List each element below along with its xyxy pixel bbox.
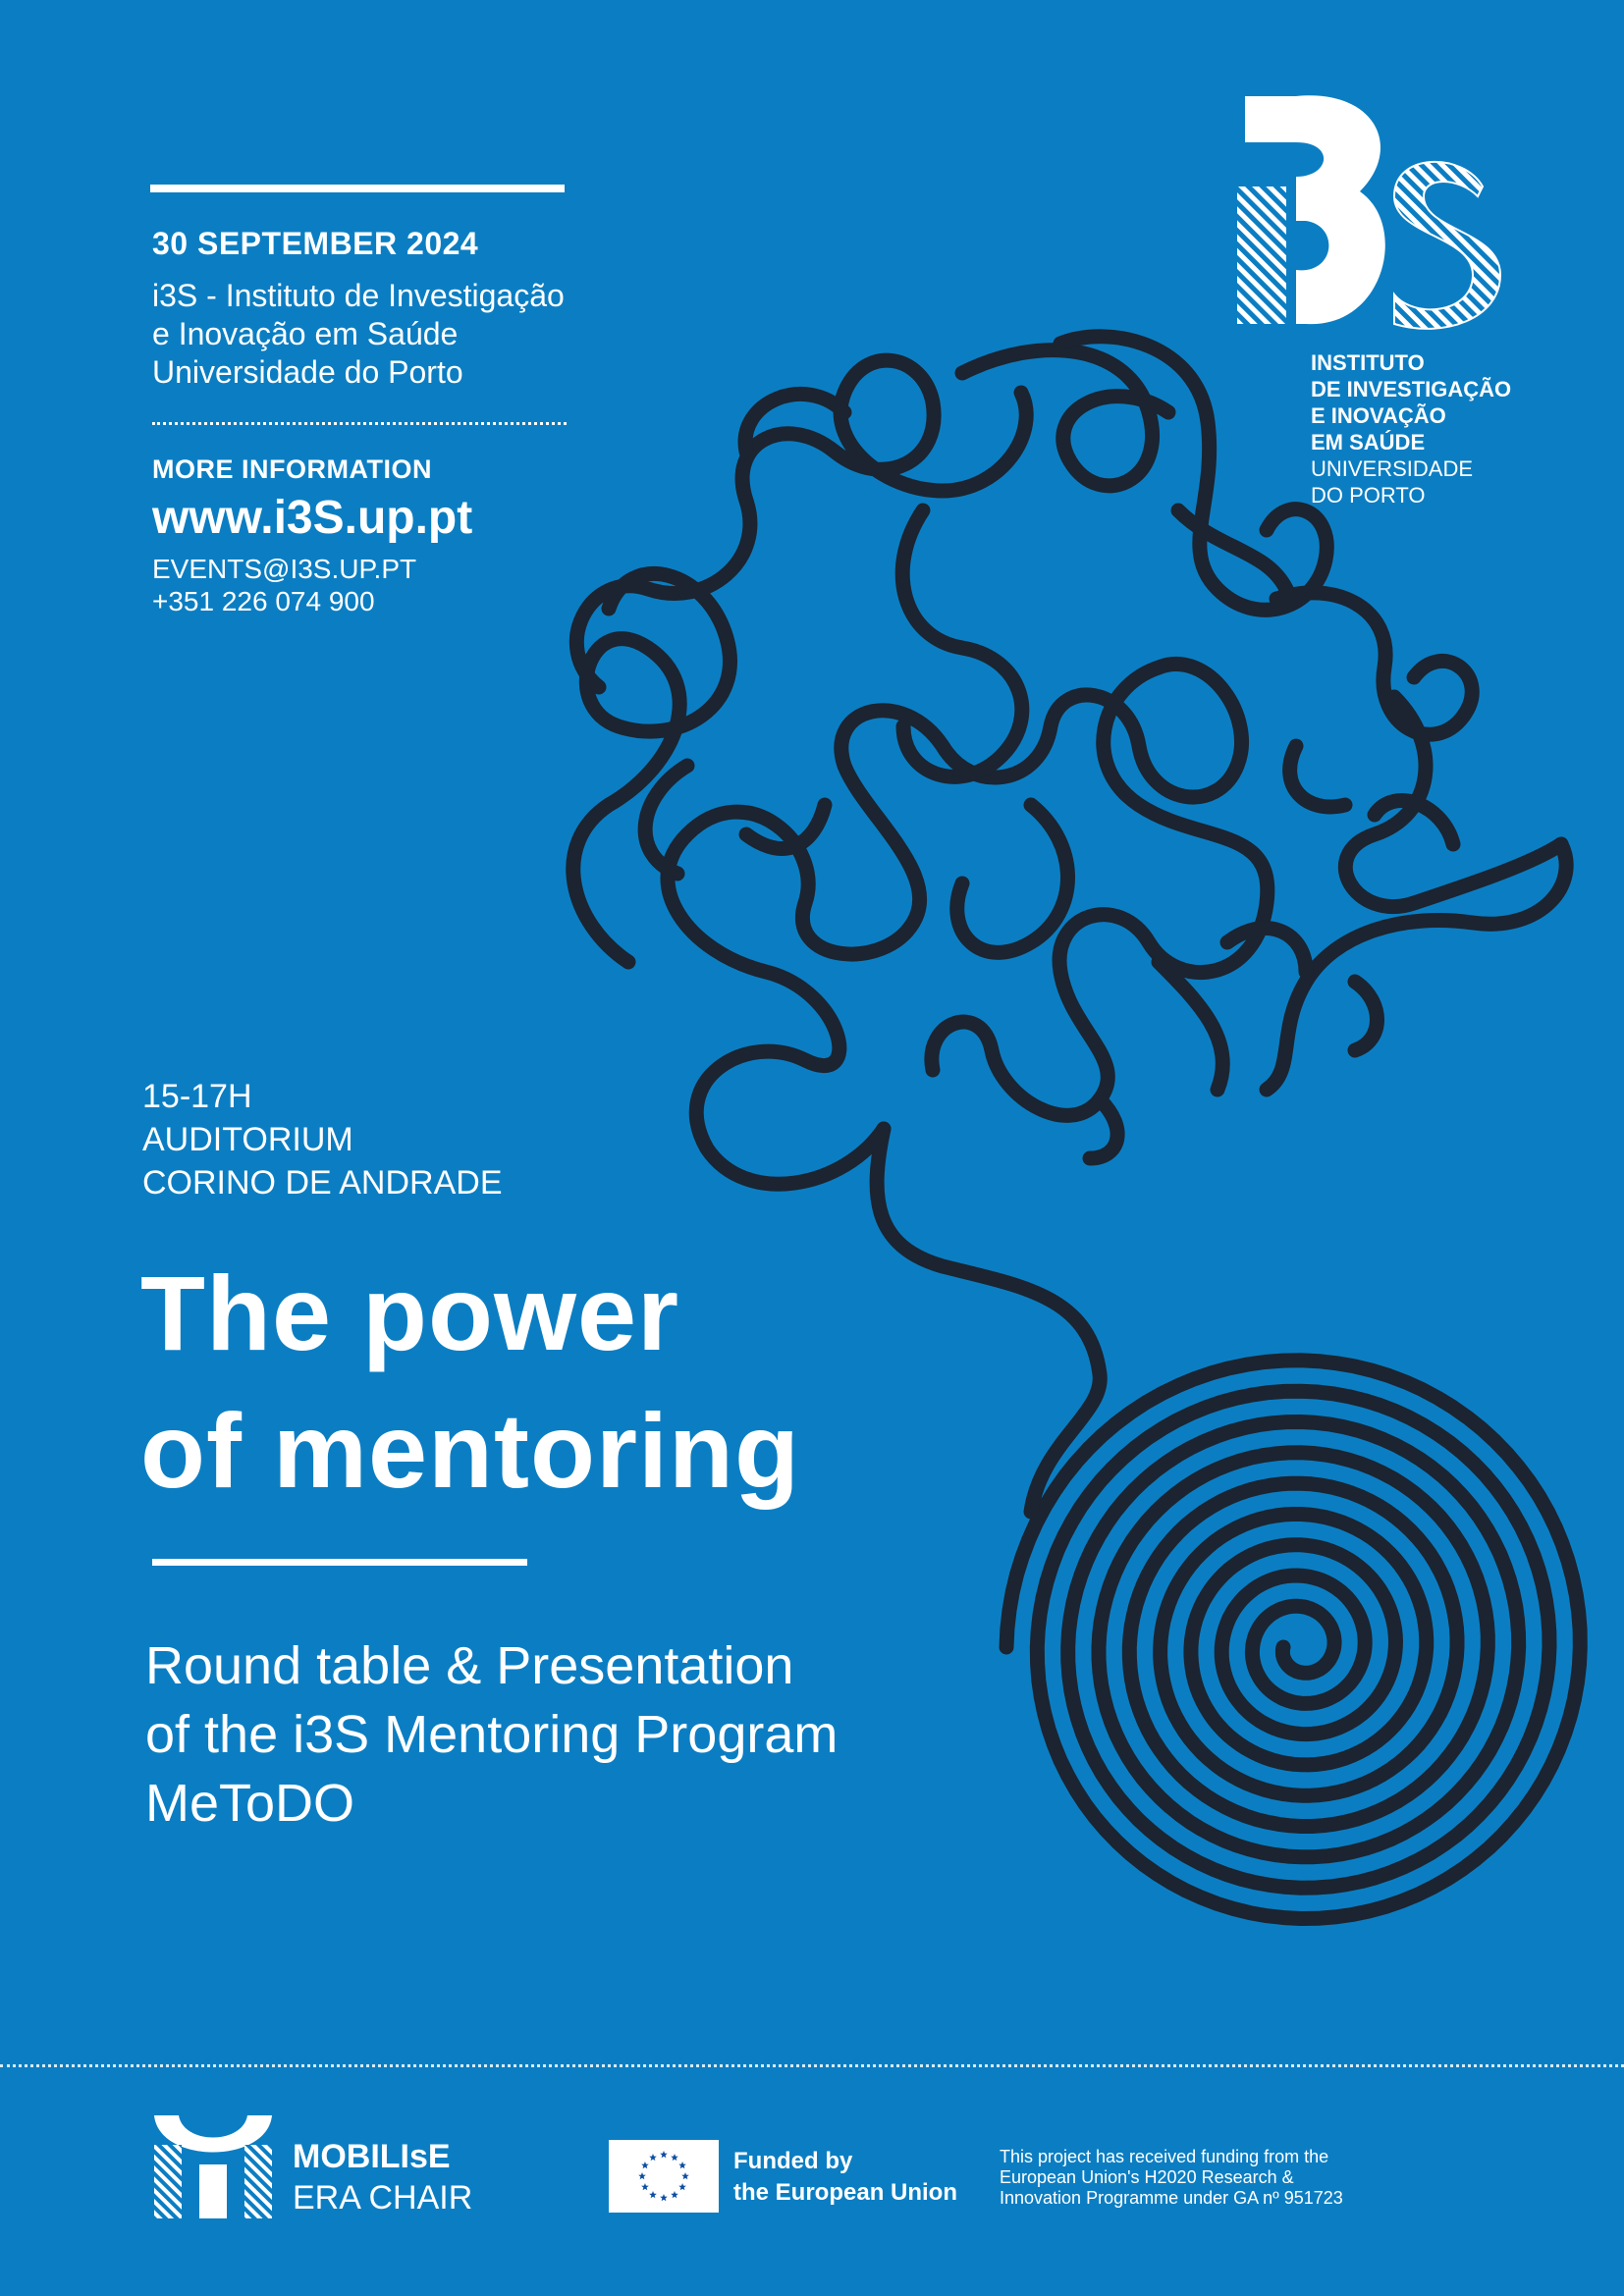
- subtitle-line: of the i3S Mentoring Program: [145, 1705, 839, 1764]
- website-link[interactable]: www.i3S.up.pt: [152, 492, 473, 544]
- mobilise-name: MOBILIsE: [293, 2138, 451, 2175]
- venue-line: e Inovação em Saúde: [152, 316, 459, 351]
- eu-star-icon: [678, 2162, 686, 2168]
- i3s-logo-text: [1311, 349, 1511, 508]
- subtitle-line: Round table & Presentation: [145, 1636, 794, 1695]
- logo-line: UNIVERSIDADE: [1311, 456, 1474, 481]
- i3s-logo-icon: [1237, 88, 1502, 334]
- eu-star-icon: [638, 2172, 646, 2179]
- mobilise-logo-icon: [154, 2115, 272, 2218]
- eu-funding-label: [733, 2146, 957, 2209]
- funding-line: This project has received funding from the: [1000, 2147, 1329, 2166]
- logo-line: E INOVAÇÃO: [1311, 403, 1446, 428]
- eu-star-icon: [671, 2191, 678, 2198]
- footer-divider: [0, 2064, 1624, 2067]
- mobilise-subtitle: ERA CHAIR: [293, 2179, 473, 2216]
- title-divider: [152, 1559, 527, 1566]
- eu-line: Funded by: [733, 2148, 853, 2174]
- dotted-divider: [152, 422, 567, 425]
- time-location-block: [142, 1075, 503, 1204]
- email-link[interactable]: EVENTS@I3S.UP.PT: [152, 554, 417, 584]
- venue-line: Universidade do Porto: [152, 354, 463, 390]
- logo-line: INSTITUTO: [1311, 350, 1425, 375]
- eu-star-icon: [660, 2151, 668, 2158]
- venue-line: i3S - Instituto de Investigação: [152, 278, 565, 313]
- funding-line: Innovation Programme under GA nº 951723: [1000, 2188, 1343, 2208]
- event-subtitle: [145, 1631, 838, 1838]
- eu-star-icon: [641, 2162, 649, 2168]
- title-line: of mentoring: [140, 1391, 800, 1510]
- event-date: 30 SEPTEMBER 2024: [152, 226, 479, 261]
- venue-block: [152, 277, 565, 392]
- title-line: The power: [140, 1254, 680, 1372]
- eu-star-icon: [681, 2172, 689, 2179]
- eu-line: the European Union: [733, 2179, 957, 2206]
- logo-line: EM SAÚDE: [1311, 430, 1426, 454]
- contact-block: [152, 553, 416, 617]
- subtitle-line: MeToDO: [145, 1774, 355, 1833]
- more-info-label: MORE INFORMATION: [152, 454, 432, 484]
- eu-star-icon: [671, 2154, 678, 2161]
- eu-star-icon: [649, 2191, 657, 2198]
- event-time: 15-17H: [142, 1078, 252, 1115]
- room-line: CORINO DE ANDRADE: [142, 1164, 503, 1201]
- room-line: AUDITORIUM: [142, 1121, 353, 1158]
- eu-star-icon: [649, 2154, 657, 2161]
- event-title: [140, 1245, 800, 1520]
- eu-flag-icon: [609, 2140, 719, 2213]
- eu-star-icon: [660, 2194, 668, 2201]
- top-divider: [150, 185, 565, 192]
- funding-line: European Union's H2020 Research &: [1000, 2167, 1294, 2187]
- logo-line: DE INVESTIGAÇÃO: [1311, 377, 1512, 401]
- eu-star-icon: [678, 2183, 686, 2190]
- phone-number: +351 226 074 900: [152, 586, 375, 616]
- logo-line: DO PORTO: [1311, 483, 1426, 507]
- funding-statement: [1000, 2147, 1343, 2209]
- eu-star-icon: [641, 2183, 649, 2190]
